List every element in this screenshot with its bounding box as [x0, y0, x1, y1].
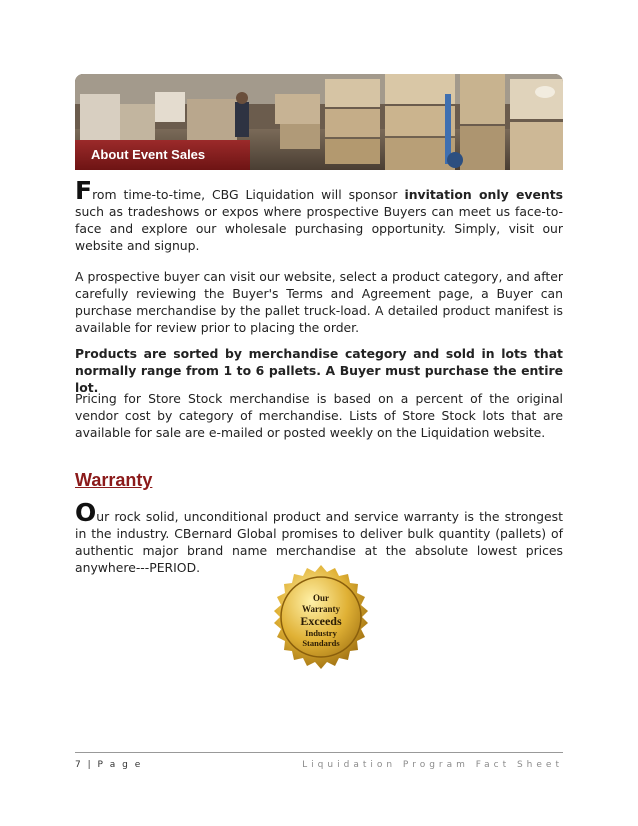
banner-image [75, 74, 563, 170]
page-number-value: 7 [75, 760, 83, 770]
warranty-heading: Warranty [75, 470, 153, 490]
paragraph-text: rom time-to-time, CBG Liquidation will sponsor [92, 187, 405, 202]
seal-text-warranty: Warranty [302, 604, 340, 614]
seal-text-standards: Standards [302, 638, 340, 648]
buyer-process-paragraph: A prospective buyer can visit our website, select a product category, and after carefully reviewing the Buyer's Terms and Agreement page, a Buyer can purchase merchandise by the pallet truck-load. A detailed product manifest is available for review prior to placing the order. [75, 269, 563, 335]
pricing-paragraph: Pricing for Store Stock merchandise is based on a percent of the original vendor cost by category of merchandise. Lists of Store Stock lots that are available for sale are e-mailed or posted weekly on the Liquidation website. [75, 391, 563, 440]
invitation-events-emphasis: invitation only events [404, 187, 563, 202]
footer-divider [75, 752, 563, 753]
footer-title: Liquidation Program Fact Sheet [302, 760, 563, 770]
banner-label: About Event Sales [75, 140, 250, 170]
event-sales-paragraph [75, 176, 563, 254]
paragraph-text: such as tradeshows or expos where prospective Buyers can meet us face-to-face and explore our wholesale purchasing opportunity. Simply, visit our website and signup. [75, 204, 563, 253]
drop-cap-f: F [75, 176, 93, 205]
lots-paragraph: Products are sorted by merchandise category and sold in lots that normally range from 1 to 6 pallets. A Buyer must purchase the entire lot. [75, 346, 563, 395]
paragraph-text: ur rock solid, unconditional product and service warranty is the strongest in the industry. CBernard Global promises to deliver bulk quantity (pallets) of authentic major brand name merchandise at the absolute lowest prices anywhere---PERIOD. [75, 509, 563, 575]
seal-text-industry: Industry [305, 628, 337, 638]
warranty-seal [268, 564, 374, 670]
seal-text-our: Our [312, 593, 330, 603]
seal-text-exceeds: Exceeds [300, 614, 342, 628]
page-label: P a g e [97, 760, 143, 770]
page-number: 7 | P a g e [75, 760, 143, 770]
drop-cap-o: O [75, 498, 97, 527]
